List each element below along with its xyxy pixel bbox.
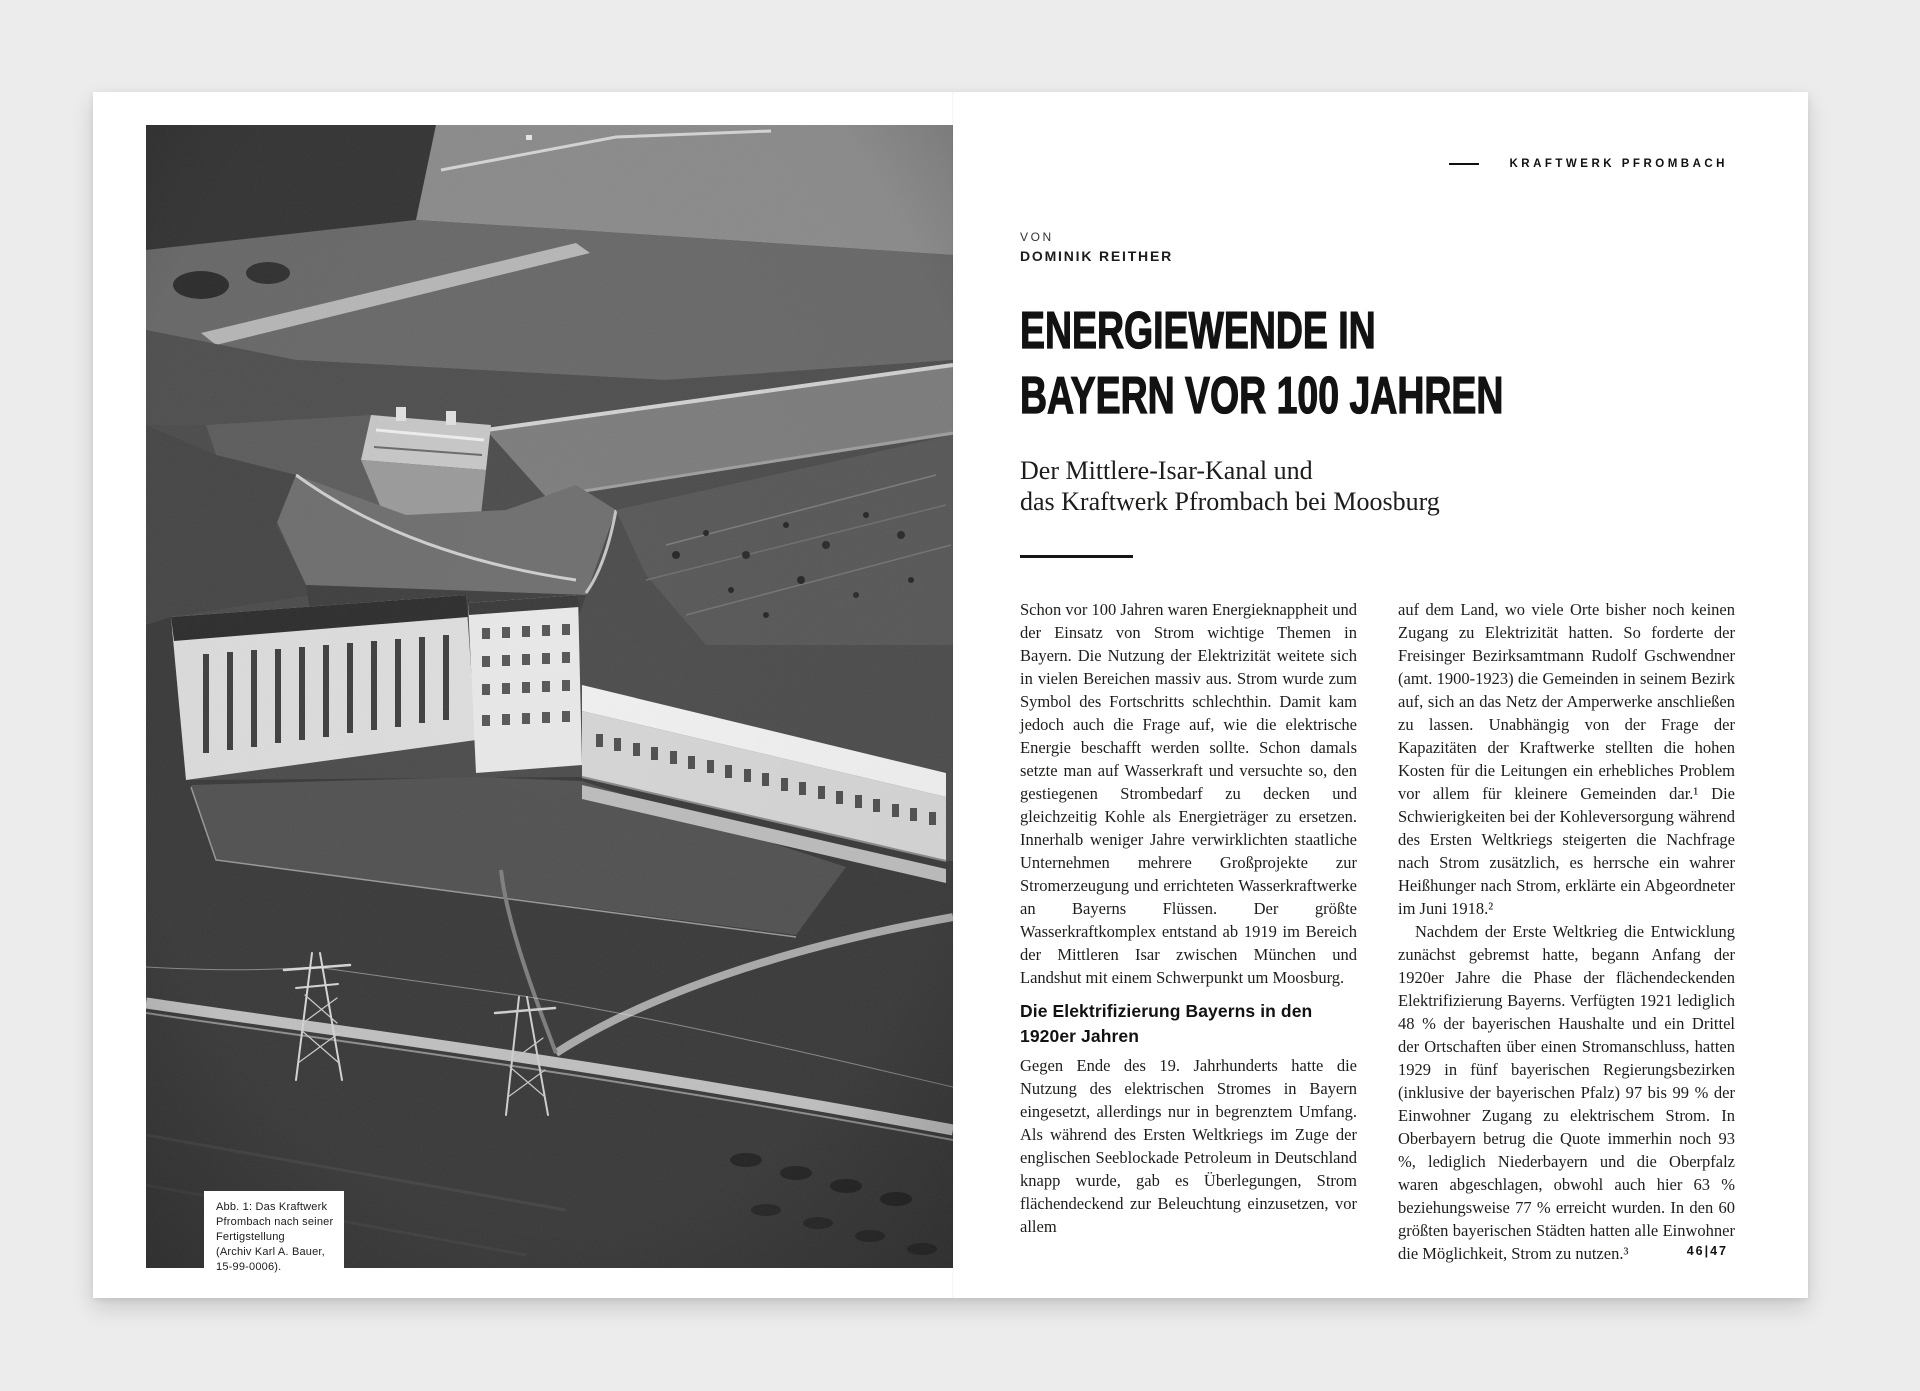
- section-heading-line-1: Die Elektrifizierung Bayerns in den: [1020, 1001, 1313, 1021]
- byline-author: DOMINIK REITHER: [1020, 248, 1173, 264]
- title-line-1: ENERGIEWENDE IN: [1020, 302, 1376, 360]
- subtitle-line-1: Der Mittlere-Isar-Kanal und: [1020, 456, 1313, 485]
- subtitle-line-2: das Kraftwerk Pfrombach bei Moosburg: [1020, 487, 1440, 516]
- byline-prefix: VON: [1020, 230, 1054, 244]
- aerial-photo-illustration: [146, 125, 953, 1268]
- section-heading-line-2: 1920er Jahren: [1020, 1026, 1140, 1046]
- kraftwerk-aerial-photo: [146, 125, 953, 1273]
- caption-line: Abb. 1: Das Kraftwerk: [216, 1201, 328, 1213]
- paragraph: Gegen Ende des 19. Jahrhunderts hatte die Nutzung des elektrischen Stromes in Bayern eingesetzt, allerdings nur in begrenztem Umfang. Als während des Ersten Weltkriegs im Zuge der englischen Seeblockade Petroleum in Deutschland knapp wurde, gab es Überlegungen, Strom flächendeckend zur Beleuchtung einzusetzen, vor allem: [1020, 1056, 1357, 1236]
- spread-fold: [952, 92, 954, 1298]
- photo-caption: [204, 1191, 344, 1285]
- magazine-spread: [93, 92, 1808, 1298]
- section-divider-rule: [1020, 555, 1133, 558]
- page-number: 46|47: [1686, 1244, 1728, 1258]
- caption-line: Fertigstellung: [216, 1231, 285, 1243]
- byline: [1020, 228, 1173, 266]
- article-title: [1020, 299, 1691, 429]
- running-header: [1449, 158, 1728, 170]
- caption-line: Pfrombach nach seiner: [216, 1216, 334, 1228]
- paragraph: auf dem Land, wo viele Orte bisher noch keinen Zugang zu Elektrizität hatten. So forderte der Freisinger Bezirksamtmann Rudolf Gschwendner (amt. 1900-1923) die Gemeinden in seinem Bezirk auf, sich an das Netz der Amperwerke anschließen zu lassen. Unabhängig von der Frage der Kapazitäten der Kraftwerke stellten die hohen Kosten für die Leitungen ein erhebliches Problem vor allem für kleinere Gemeinden dar.¹ Die Schwierigkeiten bei der Kohleversorgung während des Ersten Weltkriegs steigerten die Nachfrage nach Strom zusätzlich, es herrsche ein wahrer Heißhunger nach Strom, erklärte ein Abgeordneter im Juni 1918.²: [1398, 600, 1735, 918]
- paragraph: Nachdem der Erste Weltkrieg die Entwicklung zunächst gebremst hatte, begann Anfang der 1920er Jahre die Phase der flächendeckenden Elektrifizierung Bayerns. Verfügten 1921 lediglich 48 % der bayerischen Haushalte und ein Drittel der Ortschaften über einen Stromanschluss, hatten 1929 in fünf bayerischen Regierungsbezirken (inklusive der bayerischen Pfalz) 97 bis 99 % der Einwohner Zugang zu elektrischem Strom. In Oberbayern betrug die Quote immerhin noch 93 %, lediglich Niederbayern und die Oberpfalz waren abgeschlagen, obwohl auch hier 63 % beziehungsweise 77 % erreicht wurden. In den 60 größten bayerischen Städten hatten alle Einwohner die Möglichkeit, Strom zu nutzen.³: [1398, 922, 1735, 1263]
- text-column-right: [1398, 598, 1735, 1265]
- title-line-2: BAYERN VOR 100 JAHREN: [1020, 367, 1504, 425]
- article-kicker: KRAFTWERK PFROMBACH: [1509, 158, 1728, 170]
- paragraph-intro: Schon vor 100 Jahren waren Energieknappheit und der Einsatz von Strom wichtige Themen in Bayern. Die Nutzung der Elektrizität weitete sich in vielen Bereichen massiv aus. Strom wurde zum Symbol des Fortschritts schlechthin. Damit kam jedoch auch die Frage auf, wie die elektrische Energie beschafft werden sollte. Schon damals setzte man auf Wasserkraft und versuchte so, den gestiegenen Strombedarf zu decken und gleichzeitig Kohle als Energieträger zu ersetzen. Innerhalb weniger Jahre verwirklichten staatliche Unternehmen mehrere Großprojekte zur Stromerzeugung und errichteten Wasserkraftwerke an Bayerns Flüssen. Der größte Wasserkraftkomplex entstand ab 1919 im Bereich der Mittleren Isar zwischen München und Landshut mit einem Schwerpunkt um Moosburg.: [1020, 600, 1357, 987]
- caption-line: 15-99-0006).: [216, 1261, 282, 1273]
- article-subtitle: [1020, 455, 1440, 517]
- header-rule: [1449, 163, 1479, 165]
- photo-grain: [146, 125, 953, 1268]
- text-column-left: [1020, 598, 1357, 1238]
- section-heading: [1020, 999, 1357, 1049]
- caption-line: (Archiv Karl A. Bauer,: [216, 1246, 325, 1258]
